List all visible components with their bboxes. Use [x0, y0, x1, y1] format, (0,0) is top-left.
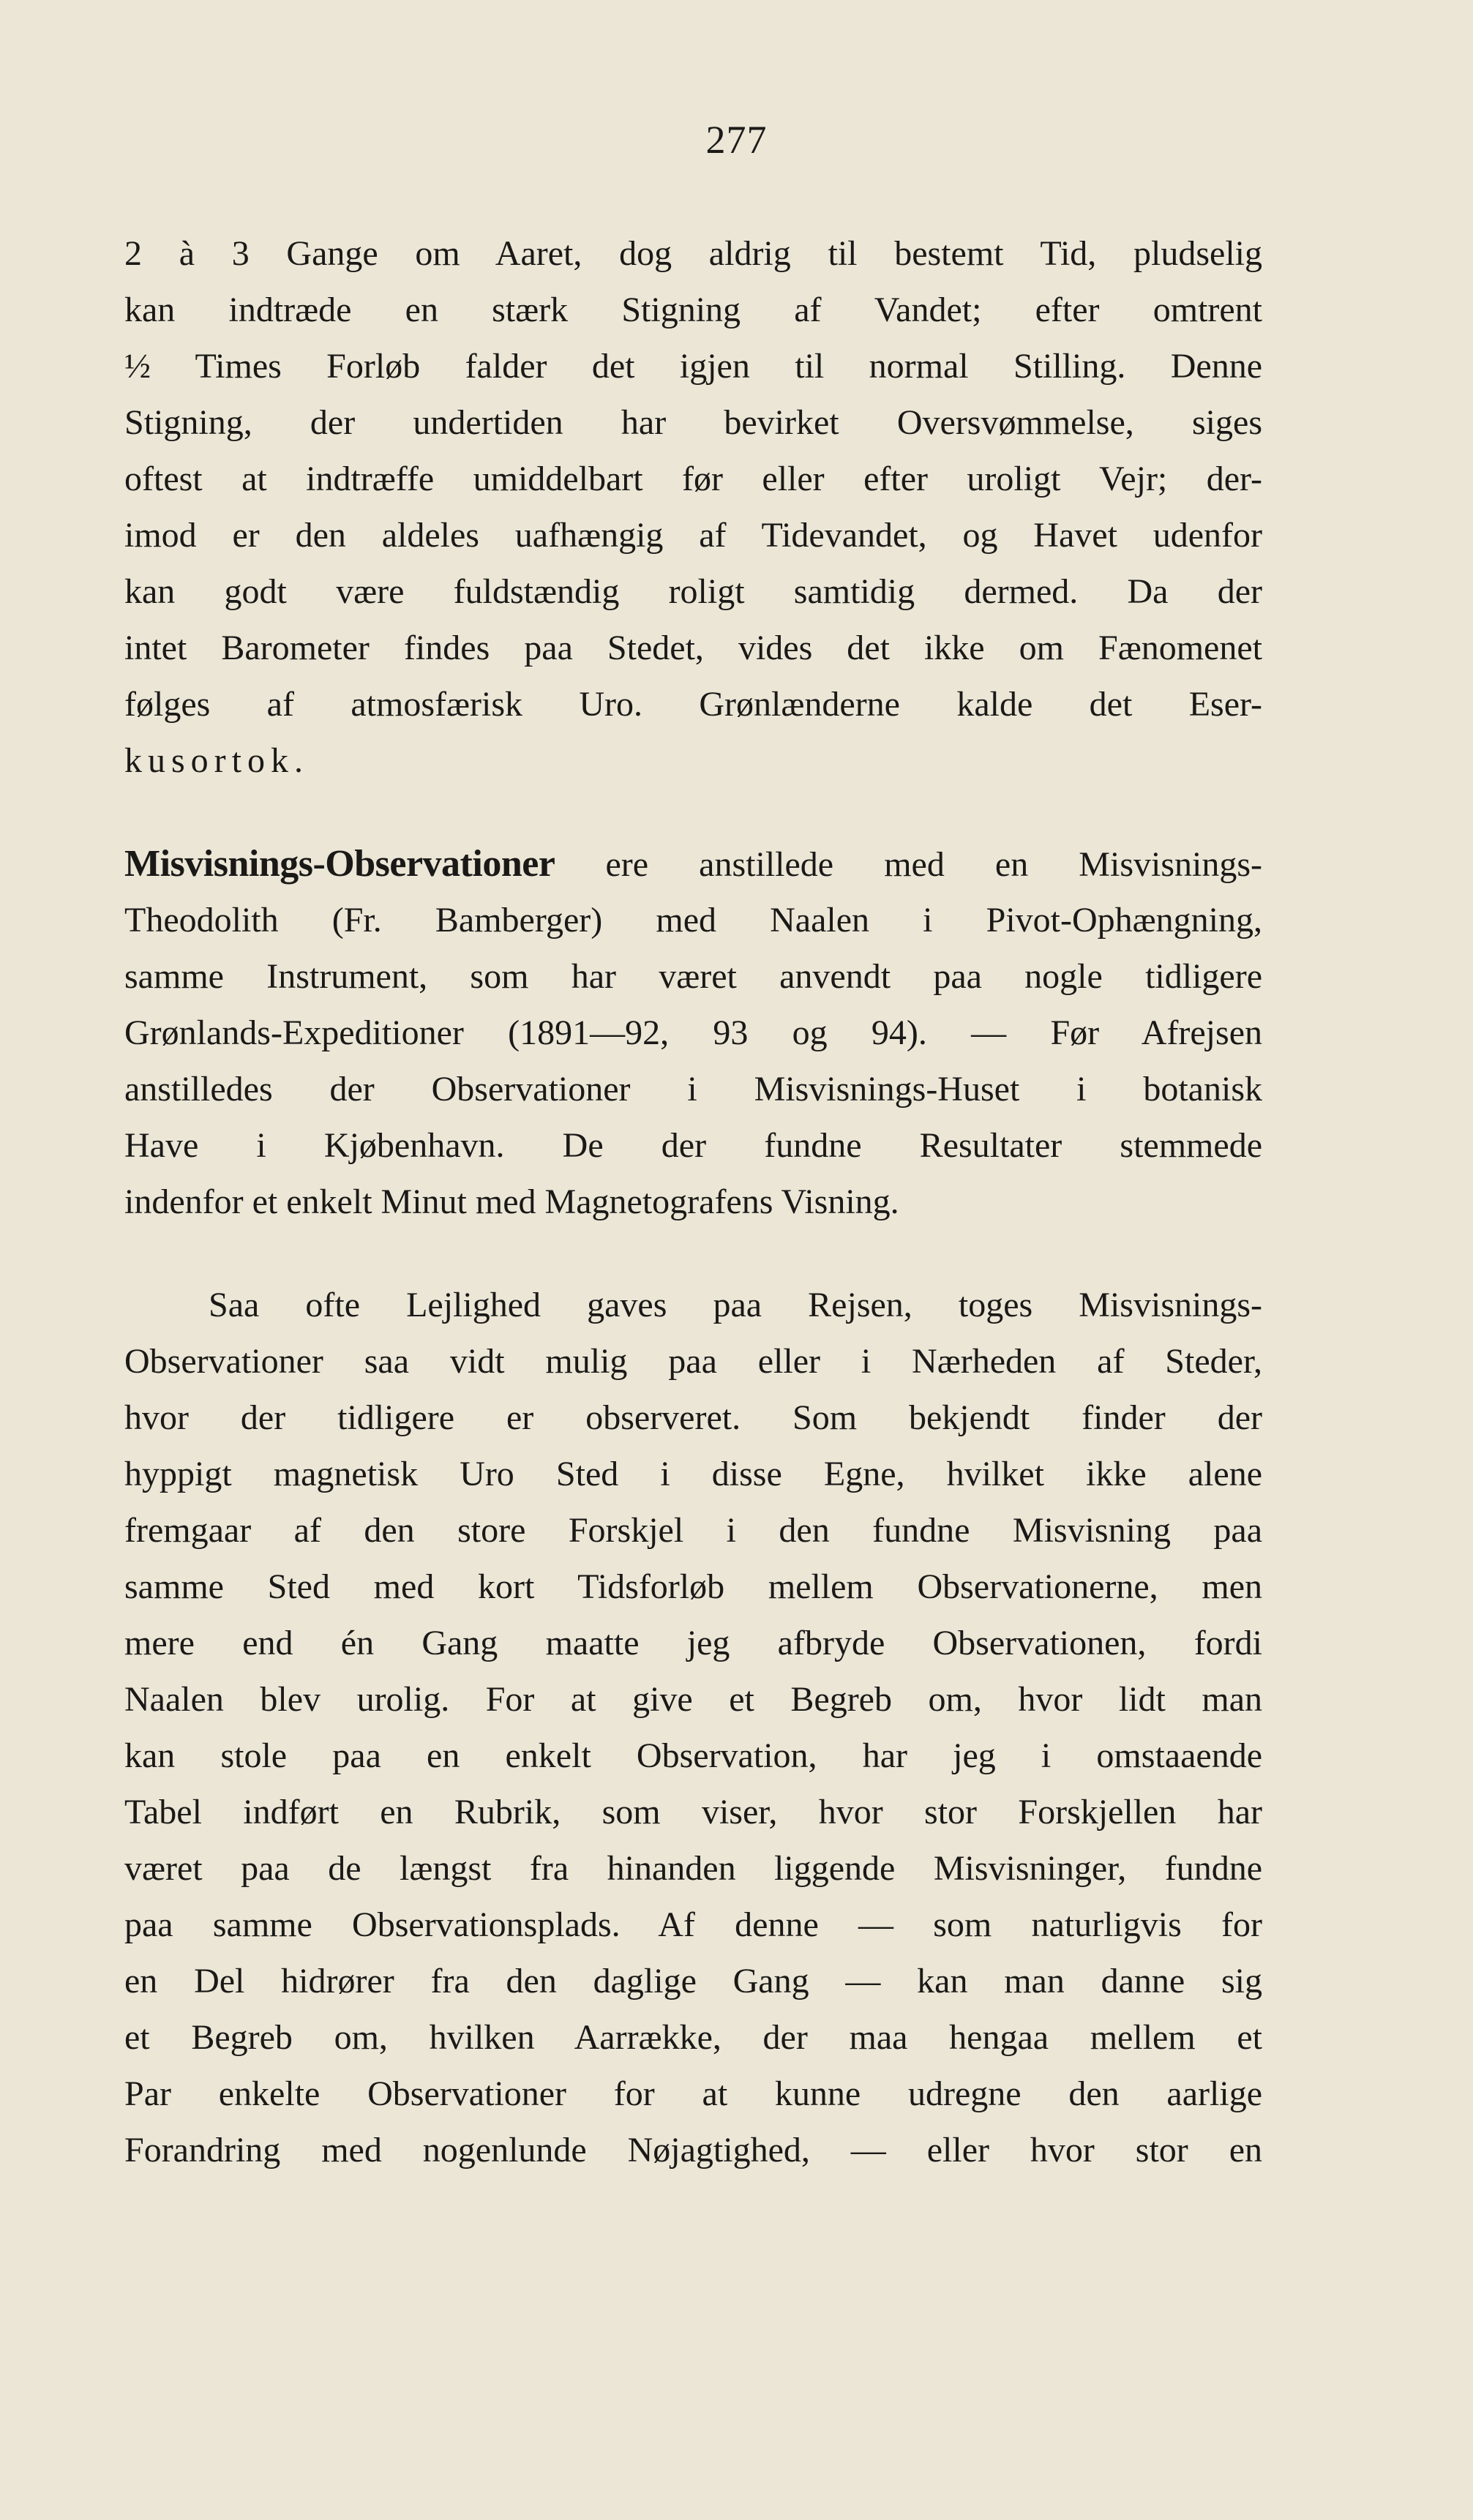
text-line: et Begreb om, hvilken Aarrække, der maa hengaa mellem et: [124, 2018, 1262, 2057]
page-number: 277: [705, 118, 768, 162]
paragraph-3: [124, 1277, 1262, 2178]
text-line: Have i Kjøbenhavn. De der fundne Resultater stemmede: [124, 1126, 1262, 1165]
text-line: imod er den aldeles uafhængig af Tidevandet, og Havet udenfor: [124, 516, 1262, 555]
text-line: Par enkelte Observationer for at kunne udregne den aarlige: [124, 2074, 1262, 2113]
text-line: kan stole paa en enkelt Observation, har jeg i omstaaende: [124, 1736, 1262, 1775]
text-line: Theodolith (Fr. Bamberger) med Naalen i Pivot-Ophængning,: [124, 901, 1262, 940]
text-line: kusortok.: [124, 741, 309, 780]
text-line: Grønlands-Expeditioner (1891—92, 93 og 94). — Før Afrejsen: [124, 1013, 1262, 1052]
text-line: følges af atmosfærisk Uro. Grønlænderne kalde det Eser-: [124, 685, 1262, 724]
paragraph-1: [124, 225, 1262, 789]
text-line: kan godt være fuldstændig roligt samtidig dermed. Da der: [124, 572, 1262, 611]
text-line: hvor der tidligere er observeret. Som bekjendt finder der: [124, 1398, 1262, 1437]
text-line: Saa ofte Lejlighed gaves paa Rejsen, toges Misvisnings-: [209, 1286, 1262, 1324]
paragraph-2: [124, 836, 1262, 1230]
text-line: paa samme Observationsplads. Af denne — som naturligvis for: [124, 1905, 1262, 1944]
section-heading: Misvisnings-Observationer: [124, 843, 555, 885]
text-line: Tabel indført en Rubrik, som viser, hvor stor Forskjellen har: [124, 1793, 1262, 1831]
text-line: en Del hidrører fra den daglige Gang — kan man danne sig: [124, 1962, 1262, 2000]
text-line: Forandring med nogenlunde Nøjagtighed, — eller hvor stor en: [124, 2131, 1262, 2170]
text-line: Naalen blev urolig. For at give et Begreb om, hvor lidt man: [124, 1680, 1262, 1719]
text-line: Stigning, der undertiden har bevirket Oversvømmelse, siges: [124, 403, 1262, 442]
text-line: anstilledes der Observationer i Misvisnings-Huset i botanisk: [124, 1070, 1262, 1109]
text-line: intet Barometer findes paa Stedet, vides det ikke om Fænomenet: [124, 629, 1262, 667]
text-line: samme Instrument, som har været anvendt paa nogle tidligere: [124, 957, 1262, 996]
text-line: været paa de længst fra hinanden liggende Misvisninger, fundne: [124, 1849, 1262, 1888]
text-line: indenfor et enkelt Minut med Magnetografens Visning.: [124, 1182, 899, 1221]
text-line: mere end én Gang maatte jeg afbryde Observationen, fordi: [124, 1624, 1262, 1662]
text-line-rest: ere anstillede med en Misvisnings-: [605, 845, 1262, 884]
text-line: oftest at indtræffe umiddelbart før eller efter uroligt Vejr; der-: [124, 460, 1262, 498]
text-line: hyppigt magnetisk Uro Sted i disse Egne, hvilket ikke alene: [124, 1455, 1262, 1493]
text-line: Observationer saa vidt mulig paa eller i Nærheden af Steder,: [124, 1342, 1262, 1381]
text-line: fremgaar af den store Forskjel i den fundne Misvisning paa: [124, 1511, 1262, 1550]
text-line: kan indtræde en stærk Stigning af Vandet; efter omtrent: [124, 290, 1262, 329]
text-line: ½ Times Forløb falder det igjen til normal Stilling. Denne: [124, 347, 1262, 386]
text-line: 2 à 3 Gange om Aaret, dog aldrig til bestemt Tid, pludselig: [124, 234, 1262, 273]
text-line: samme Sted med kort Tidsforløb mellem Observationerne, men: [124, 1567, 1262, 1606]
text-line-with-heading: [124, 836, 1262, 892]
